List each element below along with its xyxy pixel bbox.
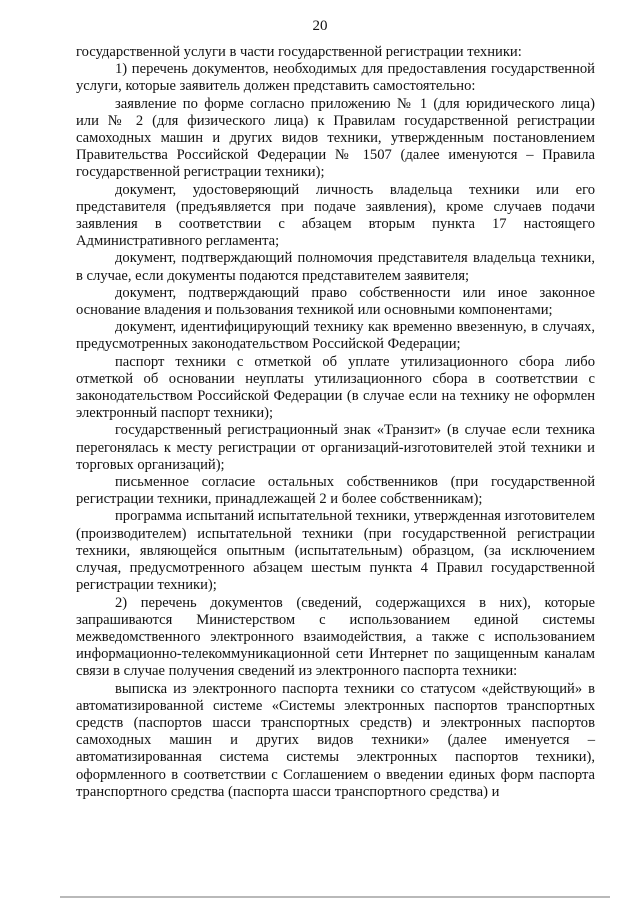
paragraph: документ, идентифицирующий технику как временно ввезенную, в случаях, предусмотренных законодательством Российской Федерации; [76,319,595,353]
paragraph: государственный регистрационный знак «Транзит» (в случае если техника перегонялась к месту регистрации от организаций-изготовителей этой техники и торговых организаций); [76,422,595,473]
paragraph: документ, подтверждающий полномочия представителя владельца техники, в случае, если документы подаются представителем заявителя; [76,250,595,284]
bottom-scan-edge [60,896,610,898]
paragraph: 2) перечень документов (сведений, содержащихся в них), которые запрашиваются Министерством с использованием единой системы межведомственного электронного взаимодействия, а также с использованием информационно-телекоммуникационной сети Интернет по защищенным каналам связи в случае получения сведений из электронного паспорта техники: [76,594,595,680]
paragraph: документ, удостоверяющий личность владельца техники или его представителя (предъявляется при подаче заявления), кроме случаев подачи заявления в соответствии с абзацем вторым пункта 17 настоящего Административного регламента; [76,181,595,250]
paragraph: заявление по форме согласно приложению № 1 (для юридического лица) или № 2 (для физического лица) к Правилам государственной регистрации самоходных машин и других видов техники, утвержденным постановлением Правительства Российской Федерации № 1507 (далее именуются – Правила государственной регистрации техники); [76,95,595,181]
paragraph: выписка из электронного паспорта техники со статусом «действующий» в автоматизированной системе «Системы электронных паспортов транспортных средств (паспортов шасси транспортных средств) и электронных паспортов самоходных машин и других видов техники» (далее именуется – автоматизированная система системы электронных паспортов техники), оформленного в соответствии с Соглашением о введении единых форм паспорта транспортного средства (паспорта шасси транспортного средства) и [76,680,595,800]
paragraph: документ, подтверждающий право собственности или иное законное основание владения и пользования техникой или основными компонентами; [76,284,595,319]
paragraph: письменное согласие остальных собственников (при государственной регистрации техники, принадлежащей 2 и более собственникам); [76,474,595,508]
document-body [76,44,595,801]
paragraph: паспорт техники с отметкой об уплате утилизационного сбора либо отметкой об основании неуплаты утилизационного сбора в соответствии с законодательством Российской Федерации (в случае если на технику не оформлен электронный паспорт техники); [76,353,595,422]
paragraph: 1) перечень документов, необходимых для предоставления государственной услуги, которые заявитель должен представить самостоятельно: [76,61,595,95]
page-number: 20 [312,18,328,34]
paragraph: программа испытаний испытательной техники, утвержденная изготовителем (производителем) испытательной техники (при государственной регистрации техники, являющейся опытным (испытательным) образцом, (за исключением случая, предусмотренного абзацем шестым пункта 4 Правил государственной регистрации техники); [76,508,595,594]
paragraph: государственной услуги в части государственной регистрации техники: [76,44,522,60]
